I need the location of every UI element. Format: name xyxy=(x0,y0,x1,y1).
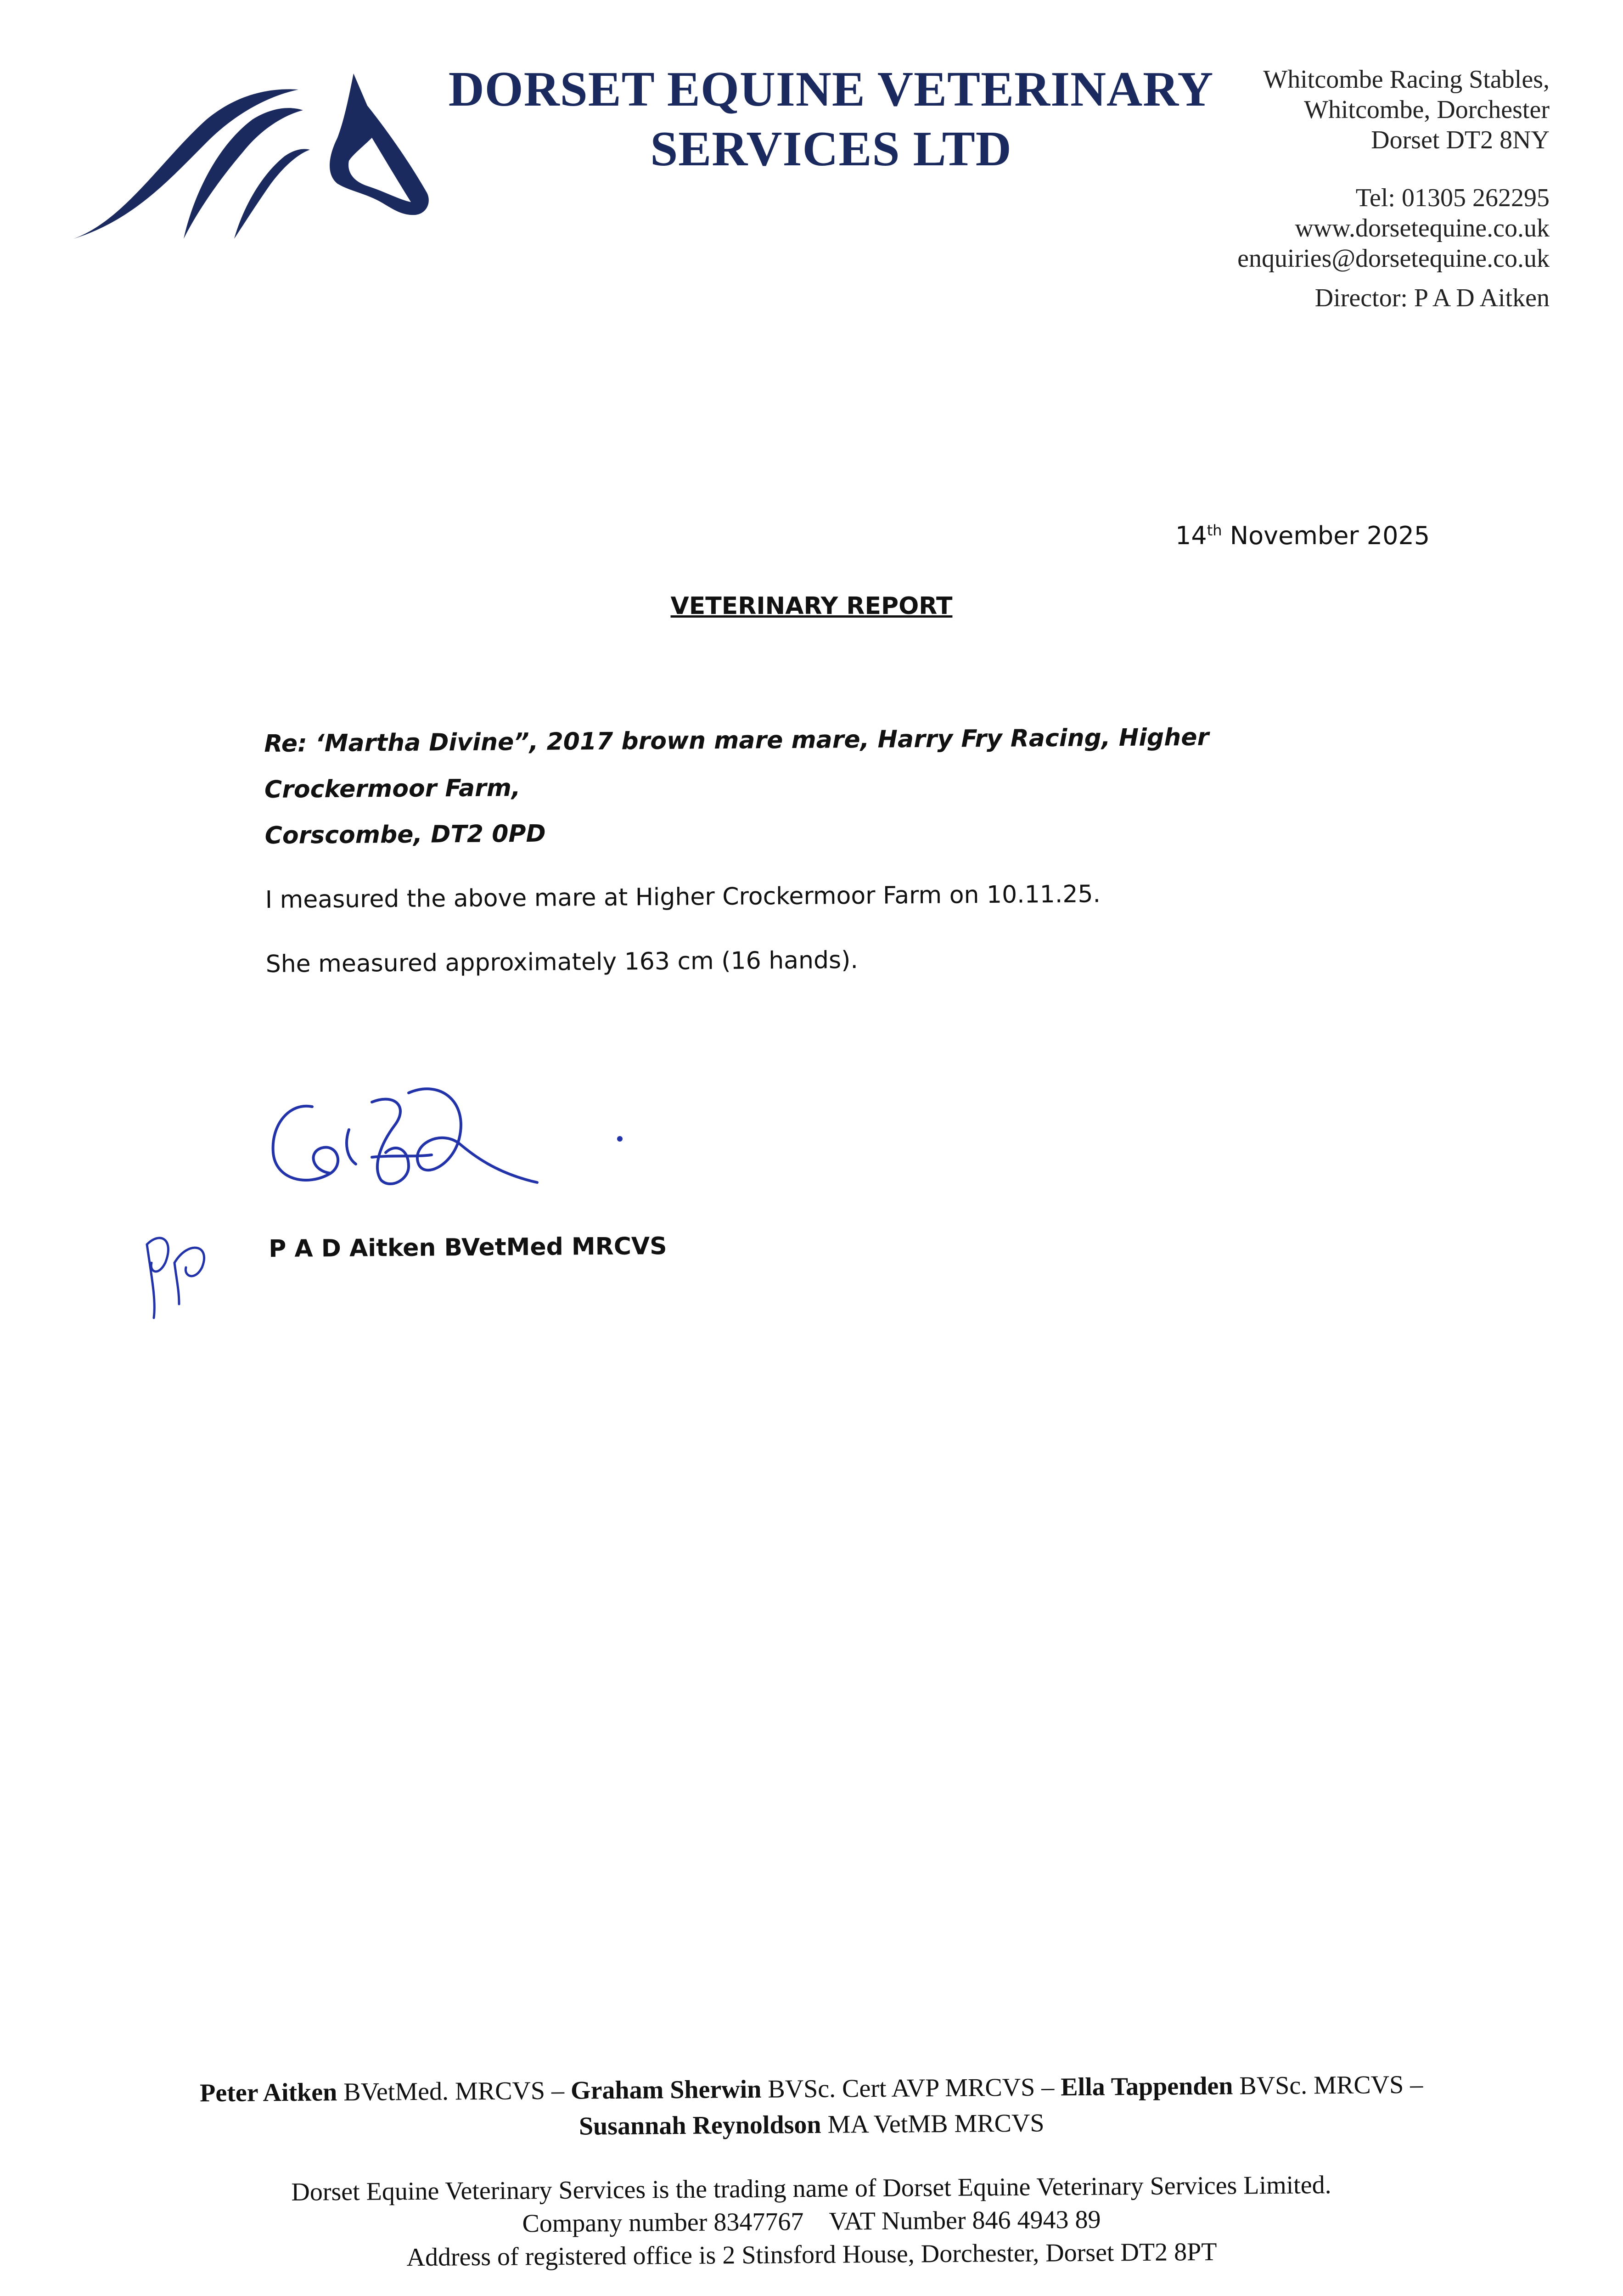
re-line-1: Re: ‘Martha Divine”, 2017 brown mare mare, Harry Fry Racing, Higher Crockermoor Farm, xyxy=(264,723,1209,804)
date-suffix: th xyxy=(1207,522,1222,539)
address-line: Whitcombe Racing Stables, xyxy=(1263,65,1550,94)
letter-body xyxy=(264,713,1368,980)
address-line: Dorset DT2 8NY xyxy=(1371,126,1550,154)
letter-date xyxy=(1175,521,1430,550)
vet-quals: MA VetMB MRCVS xyxy=(821,2109,1045,2139)
vet-quals: BVSc. Cert AVP MRCVS – xyxy=(761,2073,1061,2104)
initials-icon xyxy=(133,1212,225,1322)
address-line: Whitcombe, Dorchester xyxy=(1304,96,1550,124)
director: Director: P A D Aitken xyxy=(1314,284,1550,312)
telephone: Tel: 01305 262295 xyxy=(1355,184,1550,212)
date-day: 14 xyxy=(1175,521,1207,550)
paragraph-measurement-result: She measured approximately 163 cm (16 hands). xyxy=(265,946,859,978)
legal-line: Dorset Equine Veterinary Services is the trading name of Dorset Equine Veterinary Services Limited. xyxy=(291,2171,1331,2206)
re-line-2: Corscombe, DT2 0PD xyxy=(264,820,546,850)
vet-quals: BVetMed. MRCVS – xyxy=(337,2076,571,2107)
website-link[interactable]: www.dorsetequine.co.uk xyxy=(1295,214,1550,242)
report-title xyxy=(0,592,1623,620)
footer-vets xyxy=(0,2065,1623,2149)
vet-name: Graham Sherwin xyxy=(570,2075,762,2105)
legal-line: Company number 8347767 VAT Number 846 4943 89 xyxy=(522,2205,1101,2238)
legal-line: Address of registered office is 2 Stinsford House, Dorchester, Dorset DT2 8PT xyxy=(406,2237,1217,2272)
vet-quals: BVSc. MRCVS – xyxy=(1233,2070,1423,2100)
footer-legal xyxy=(0,2167,1623,2277)
company-name xyxy=(441,60,1221,179)
company-name-line2: SERVICES LTD xyxy=(650,122,1012,176)
date-rest: November 2025 xyxy=(1222,521,1430,550)
paragraph-measurement-location: I measured the above mare at Higher Crockermoor Farm on 10.11.25. xyxy=(265,880,1101,914)
horse-head-logo-icon xyxy=(69,69,436,243)
vet-name: Ella Tappenden xyxy=(1061,2071,1233,2102)
email-link[interactable]: enquiries@dorsetequine.co.uk xyxy=(1237,244,1550,273)
address-block xyxy=(1136,64,1550,313)
report-title-text: VETERINARY REPORT xyxy=(670,592,953,620)
signature-icon xyxy=(257,1075,643,1221)
vet-name: Susannah Reynoldson xyxy=(578,2110,821,2141)
vet-name: Peter Aitken xyxy=(199,2078,337,2108)
signatory-name: P A D Aitken BVetMed MRCVS xyxy=(269,1232,667,1263)
company-name-line1: DORSET EQUINE VETERINARY xyxy=(448,62,1214,117)
